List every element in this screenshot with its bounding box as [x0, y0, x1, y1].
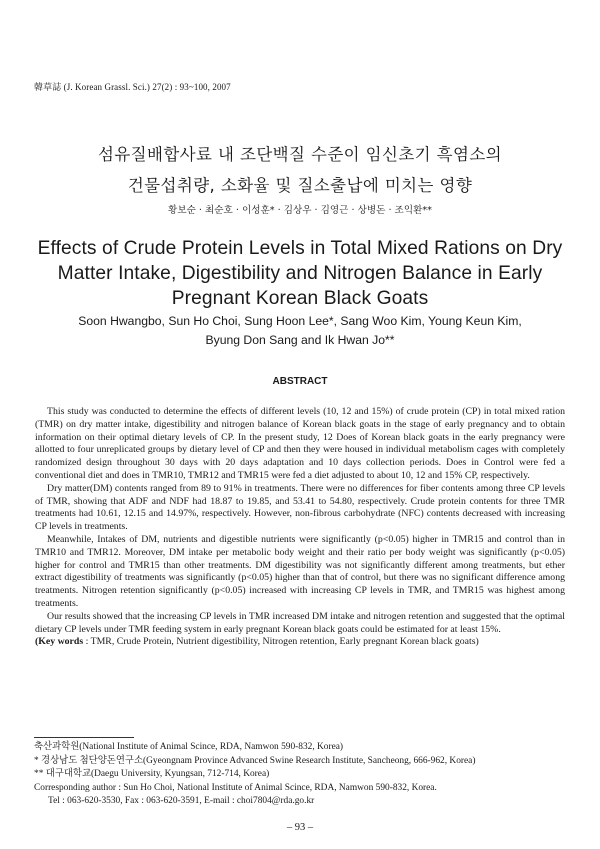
page-number: – 93 –: [286, 822, 314, 833]
footnotes: [34, 741, 574, 809]
abstract-paragraph-3: Meanwhile, Intakes of DM, nutrients and digestible nutrients were significantly (p<0.05) higher in TMR15 and control than in TMR10 and TMR12. Moreover, DM intake per metabolic body weight and their ratio per body weight was significantly (p<0.05) higher for control and TMR15 than other treatments. DM digestibility was not significantly different among treatments, but ether extract digestibility of treatments was significantly (p<0.05) higher than that of control, but there was no significant difference among treatments. Nitrogen retention significantly (p<0.05) increased with increasing CP levels in TMR, and TMR15 was highest among treatments.: [35, 533, 565, 609]
korean-title-line-1: 섬유질배합사료 내 조단백질 수준이 임신초기 흑염소의: [97, 145, 503, 164]
corresponding-author: Corresponding author : Sun Ho Choi, National Institute of Animal Scince, RDA, Namwon 590-832, Korea.: [34, 782, 437, 793]
keywords: [35, 636, 565, 649]
affiliation-1: 축산과학원(National Institute of Animal Scince, RDA, Namwon 590-832, Korea): [34, 742, 344, 752]
abstract-paragraph-4: Our results showed that the increasing CP levels in TMR increased DM intake and nitrogen retention and suggested that the optimal dietary CP levels under TMR feeding system in early pregnant Korean black goats could be estimated for at least 15%.: [35, 610, 565, 635]
affiliation-3: ** 대구대학교(Daegu University, Kyungsan, 712-714, Korea): [34, 769, 270, 780]
korean-authors: 황보순 · 최순호 · 이성훈* · 김상우 · 김영근 · 상병돈 · 조익환**: [168, 205, 432, 216]
english-title-line-1: Effects of Crude Protein Levels in Total Mixed Rations on Dry: [37, 238, 563, 259]
keywords-text: : TMR, Crude Protein, Nutrient digestibility, Nitrogen retention, Early pregnant Korean black goats): [83, 636, 479, 648]
korean-title-line-2: 건물섭취량, 소화율 및 질소출납에 미치는 영향: [127, 176, 473, 195]
abstract-paragraph-2: Dry matter(DM) contents ranged from 89 to 91% in treatments. There were no differences for fiber contents among three CP levels of TMR, showing that ADF and NDF had 18.87 to 19.85, and 53.41 to 54.80, respectively. Crude protein contents for three TMR treatments had 10.61, 12.15 and 14.97%, respectively. However, non-fibrous carbohydrate (NFC) contents decreased with increasing CP levels in treatments.: [35, 482, 565, 533]
keywords-label: (Key words: [35, 636, 84, 648]
affiliation-2: * 경상남도 첨단양돈연구소(Gyeongnam Province Advanced Swine Research Institute, Sancheong, 666-962, Korea): [34, 755, 476, 766]
english-title-line-2: Matter Intake, Digestibility and Nitrogen Balance in Early: [57, 263, 543, 284]
english-title-line-3: Pregnant Korean Black Goats: [171, 288, 429, 309]
abstract-body: [35, 406, 565, 649]
english-authors-line-1: Soon Hwangbo, Sun Ho Choi, Sung Hoon Lee*, Sang Woo Kim, Young Keun Kim,: [78, 314, 522, 328]
footnote-divider: [34, 737, 134, 738]
abstract-paragraph-1: This study was conducted to determine the effects of different levels (10, 12 and 15%) of crude protein (CP) in total mixed ration (TMR) on dry matter intake, digestibility and nitrogen balance of Korean black goats in the stage of early pregnancy and to obtain information on their optimal dietary levels of CP. In the present study, 12 Does of Korean black goats in the early pregnancy were allotted to four unreplicated groups by dietary level of CP and then they were housed in individual metabolism cages with completely randomized design throughout 30 days with 20 days adaptation and 10 days collection periods. Does in Control were fed a conventional diet and does in TMR10, TMR12 and TMR15 were fed a diet adjusted to about 10, 12 and 15% CP, respectively.: [35, 406, 565, 481]
abstract-heading: ABSTRACT: [272, 376, 328, 387]
english-authors-line-2: Byung Don Sang and Ik Hwan Jo**: [205, 333, 395, 347]
contact-info: Tel : 063-620-3530, Fax : 063-620-3591, E-mail : choi7804@rda.go.kr: [48, 796, 315, 807]
journal-citation: 韓草誌 (J. Korean Grassl. Sci.) 27(2) : 93~100, 2007: [34, 82, 231, 92]
